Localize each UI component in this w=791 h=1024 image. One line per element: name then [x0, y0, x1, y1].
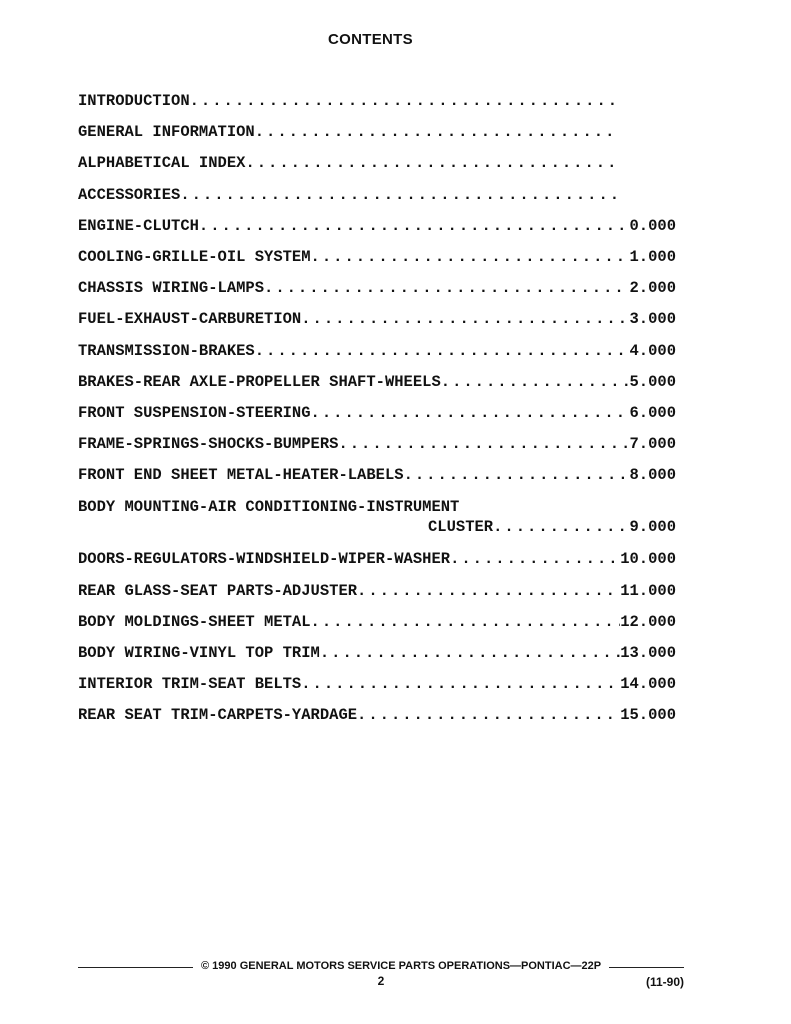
dot-leader	[301, 675, 620, 693]
dot-leader	[450, 550, 620, 568]
toc-entries-top	[78, 92, 676, 497]
toc-entry-title: BRAKES-REAR AXLE-PROPELLER SHAFT-WHEELS	[78, 372, 441, 391]
toc-entry-page: 10.000	[620, 550, 676, 569]
toc-entry[interactable]	[78, 404, 676, 435]
toc-entry[interactable]	[78, 342, 676, 373]
toc-entry[interactable]	[78, 435, 676, 466]
toc-entry[interactable]	[78, 279, 676, 310]
toc-entry[interactable]	[78, 373, 676, 404]
dot-leader	[357, 582, 620, 600]
dot-leader	[311, 613, 621, 631]
toc-entry-title: REAR GLASS-SEAT PARTS-ADJUSTER	[78, 581, 358, 600]
dot-leader	[190, 92, 616, 110]
toc-entry[interactable]	[78, 92, 616, 123]
toc-entry-title-line2: CLUSTER	[428, 518, 494, 537]
toc-entry-title: COOLING-GRILLE-OIL SYSTEM	[78, 247, 311, 266]
revision-date: (11-90)	[645, 975, 684, 989]
toc-entry[interactable]	[78, 675, 676, 706]
toc-entry-title: BODY WIRING-VINYL TOP TRIM	[78, 644, 320, 662]
toc-entry[interactable]	[78, 613, 676, 644]
page-footer	[78, 958, 684, 990]
dot-leader	[357, 706, 620, 724]
toc-entry[interactable]	[78, 466, 676, 497]
dot-leader	[311, 248, 630, 266]
toc-entry-title: TRANSMISSION-BRAKES	[78, 341, 255, 360]
dot-leader	[255, 123, 616, 141]
toc-entry-page: 11.000	[620, 581, 676, 600]
dot-leader	[320, 644, 620, 662]
toc-entry-page: 8.000	[629, 466, 676, 485]
toc-entry-page: 12.000	[620, 612, 676, 631]
toc-entry-page: 1.000	[629, 247, 676, 266]
toc-entry-title: ENGINE-CLUTCH	[78, 216, 199, 235]
toc-entry-page: 13.000	[620, 644, 676, 662]
toc-entry-title: DOORS-REGULATORS-WINDSHIELD-WIPER-WASHER	[78, 550, 451, 569]
toc-entry-page: 7.000	[629, 435, 676, 454]
dot-leader	[404, 466, 630, 484]
toc-entry-title: FUEL-EXHAUST-CARBURETION	[78, 310, 302, 329]
toc-entries-bottom	[78, 550, 676, 737]
toc-entry-title: FRAME-SPRINGS-SHOCKS-BUMPERS	[78, 435, 339, 454]
toc-entry-title: ACCESSORIES	[78, 185, 181, 204]
footer-rule-left	[78, 967, 193, 968]
toc-entry-page: 6.000	[629, 403, 676, 422]
dot-leader	[311, 404, 630, 422]
footer-copyright: © 1990 GENERAL MOTORS SERVICE PARTS OPERATIONS—PONTIAC—22P	[201, 960, 602, 972]
toc-entry-title: ALPHABETICAL INDEX	[78, 154, 246, 173]
toc-entry[interactable]	[78, 154, 616, 185]
toc-entry[interactable]	[78, 123, 616, 154]
toc-entry-title-line1: BODY MOUNTING-AIR CONDITIONING-INSTRUMENT	[78, 498, 460, 517]
toc-entry-page: 2.000	[629, 279, 676, 298]
toc-entry[interactable]	[78, 217, 676, 248]
dot-leader	[255, 342, 630, 360]
toc-entry-page: 14.000	[620, 675, 676, 694]
dot-leader	[338, 435, 629, 453]
page-number: 2	[377, 974, 385, 988]
toc-entry-page: 4.000	[629, 341, 676, 360]
toc-entry[interactable]	[78, 310, 676, 341]
toc-entry-page: 0.000	[629, 216, 676, 235]
dot-leader	[199, 217, 630, 235]
toc-entry-page: 3.000	[629, 310, 676, 329]
toc-entry-title: REAR SEAT TRIM-CARPETS-YARDAGE	[78, 706, 358, 725]
toc-entry[interactable]	[78, 248, 676, 279]
dot-leader	[180, 186, 616, 204]
toc-entry-title: FRONT END SHEET METAL-HEATER-LABELS	[78, 466, 404, 485]
footer-rule-right	[609, 967, 684, 968]
toc-entry[interactable]	[78, 186, 616, 217]
toc-entry-page: 5.000	[629, 372, 676, 391]
toc-entry-title: FRONT SUSPENSION-STEERING	[78, 403, 311, 422]
toc-entry-title: INTERIOR TRIM-SEAT BELTS	[78, 675, 302, 694]
dot-leader	[301, 310, 629, 328]
toc-entry-title: GENERAL INFORMATION	[78, 123, 255, 142]
dot-leader	[264, 279, 629, 297]
toc-entry-page: 15.000	[620, 706, 676, 725]
toc-entry-page: 9.000	[629, 518, 676, 537]
dot-leader	[441, 373, 630, 391]
toc-entry-title: CHASSIS WIRING-LAMPS	[78, 279, 265, 298]
toc-entry[interactable]	[78, 582, 676, 613]
table-of-contents	[78, 92, 676, 738]
toc-entry-title: INTRODUCTION	[78, 92, 190, 110]
toc-entry[interactable]	[78, 550, 676, 581]
toc-entry[interactable]	[78, 644, 676, 675]
dot-leader	[493, 517, 629, 537]
page-title: CONTENTS	[328, 31, 413, 48]
toc-entry-title: BODY MOLDINGS-SHEET METAL	[78, 612, 311, 631]
dot-leader	[245, 154, 616, 172]
toc-entry[interactable]	[78, 706, 676, 737]
toc-entry-body-mounting[interactable]	[78, 497, 676, 541]
